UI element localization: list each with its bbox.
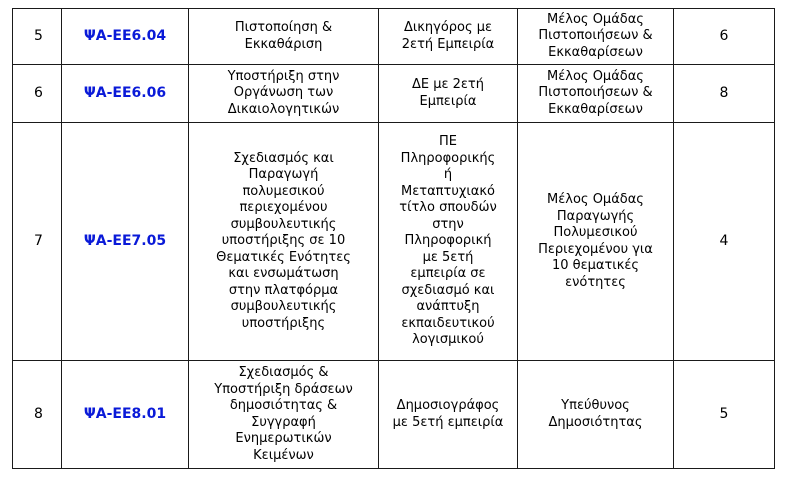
- task-title-text: Σχεδιασμός και Παραγωγή πολυμεσικού περιεχομένου συμβουλευτικής υποστήριξης σε 10 Θεματικές Ενότητες και ενσωμάτωση στην πλατφόρμα συμβουλευτικής υποστήριξης: [216, 150, 351, 331]
- task-title-text: Σχεδιασμός & Υποστήριξη δράσεων δημοσιότητας & Συγγραφή Ενημερωτικών Κειμένων: [214, 365, 353, 463]
- row-number: 7: [13, 123, 62, 361]
- qualification-text: Δημοσιογράφος με 5ετή εμπειρία: [392, 398, 504, 430]
- table-row: [13, 361, 775, 469]
- qualification: [379, 65, 518, 123]
- position-code: ΨΑ-ΕΕ8.01: [62, 361, 189, 469]
- role-text: Μέλος Ομάδας Πιστοποιήσεων & Εκκαθαρίσεων: [538, 11, 653, 60]
- row-number: 8: [13, 361, 62, 469]
- qualification-text: Δικηγόρος με 2ετή Εμπειρία: [401, 20, 495, 52]
- row-number: 5: [13, 9, 62, 65]
- task-title: [189, 123, 379, 361]
- task-title-text: Πιστοποίηση & Εκκαθάριση: [234, 20, 333, 52]
- task-title: [189, 361, 379, 469]
- role: [518, 123, 674, 361]
- count: 5: [674, 361, 775, 469]
- count: 4: [674, 123, 775, 361]
- role: [518, 65, 674, 123]
- role: [518, 361, 674, 469]
- role-text: Υπεύθυνος Δημοσιότητας: [548, 398, 643, 430]
- position-code: ΨΑ-ΕΕ6.04: [62, 9, 189, 65]
- staffing-table: [12, 8, 775, 469]
- role-text: Μέλος Ομάδας Παραγωγής Πολυμεσικού Περιεχομένου για 10 θεματικές ενότητες: [538, 192, 653, 290]
- role: [518, 9, 674, 65]
- count: 8: [674, 65, 775, 123]
- qualification: [379, 123, 518, 361]
- table-row: [13, 123, 775, 361]
- table-row: [13, 65, 775, 123]
- position-code: ΨΑ-ΕΕ6.06: [62, 65, 189, 123]
- count: 6: [674, 9, 775, 65]
- qualification: [379, 361, 518, 469]
- row-number: 6: [13, 65, 62, 123]
- task-title: [189, 65, 379, 123]
- qualification: [379, 9, 518, 65]
- position-code: ΨΑ-ΕΕ7.05: [62, 123, 189, 361]
- task-title: [189, 9, 379, 65]
- task-title-text: Υποστήριξη στην Οργάνωση των Δικαιολογητικών: [227, 68, 340, 117]
- qualification-text: ΠΕ Πληροφορικής ή Μεταπτυχιακό τίτλο σπουδών στην Πληροφορική με 5ετή εμπειρία σε σχεδιασμό και ανάπτυξη εκπαιδευτικού λογισμικού: [399, 134, 497, 348]
- qualification-text: ΔΕ με 2ετή Εμπειρία: [411, 77, 485, 109]
- role-text: Μέλος Ομάδας Πιστοποιήσεων & Εκκαθαρίσεων: [538, 68, 653, 117]
- table-row: [13, 9, 775, 65]
